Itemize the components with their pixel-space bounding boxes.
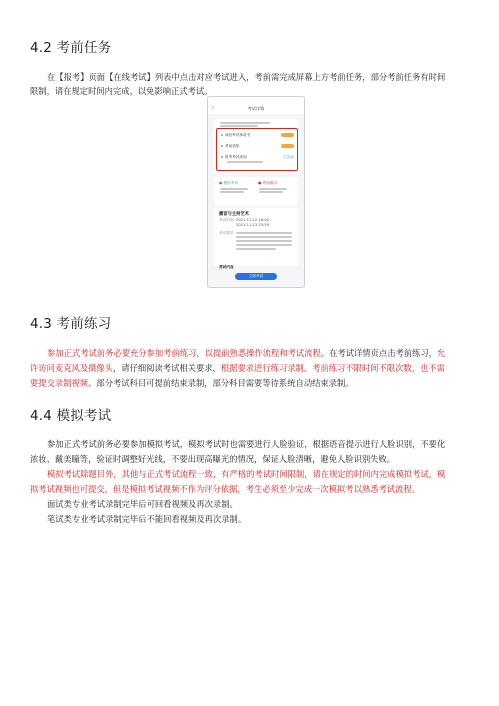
section-heading-4-2: 4.2 考前任务 xyxy=(30,40,112,56)
text-placeholder xyxy=(227,161,263,163)
phone-title: 考试详情 xyxy=(247,106,265,111)
text-placeholder xyxy=(236,248,276,250)
section-heading-4-4: 4.4 模拟考试 xyxy=(30,408,112,424)
exam-time-label: 考试时间 xyxy=(219,218,234,222)
text-placeholder xyxy=(259,191,283,193)
text-placeholder xyxy=(220,122,270,124)
task-item xyxy=(221,155,247,160)
task-label: 报考考试须知 xyxy=(225,155,247,159)
paragraph-line: 参加正式考试前务必要充分参加考前练习，以提前熟悉操作流程和考试流程。在考试详情页点击考前练习，允 xyxy=(47,348,446,358)
paragraph-line: 参加正式考试前务必要参加模拟考试，模拟考试时也需要进行人脸验证，根据语音提示进行人脸识别，不要化 xyxy=(47,439,446,449)
task-status: 已完成 xyxy=(282,155,294,159)
task-status-badge xyxy=(281,144,294,148)
course-title: 播音与主持艺术 xyxy=(219,212,250,217)
task-label: 诚信考试承诺书 xyxy=(225,133,251,137)
app-screenshot xyxy=(207,96,305,288)
mock-exam-link: ● 模拟考试 xyxy=(219,181,239,185)
paragraph-line: 面试类专业考试录制完毕后可回看视频及再次录制。 xyxy=(47,499,238,509)
section-label: 考试内容 xyxy=(219,265,234,269)
start-exam-button[interactable]: 立即考试 xyxy=(235,273,277,280)
paragraph-line: 浓妆、戴美瞳等，验证时调整好光线，不要出现高曝光的情况，保证人脸清晰，避免人脸识别失败。 xyxy=(30,454,396,464)
task-status-badge xyxy=(281,133,294,137)
paragraph-line: 拟考试视频也可提交，但是模拟考试视频不作为评分依据，考生必须至少完成一次模拟考以熟悉考试流程。 xyxy=(30,484,420,494)
paragraph-line: 许访问麦克风及摄像头，请仔细阅读考试相关要求，根据要求进行练习录制。考前练习不限时间不限次数，也不需 xyxy=(30,363,445,373)
practice-link: ● 考前练习 xyxy=(258,181,278,185)
text-placeholder xyxy=(220,188,248,190)
rules-label: 考试要求 xyxy=(219,231,234,235)
paragraph-line: 笔试类专业考试录制完毕后不能回看视频及再次录制。 xyxy=(47,514,247,524)
paragraph-line: 限制，请在规定时间内完成，以免影响正式考试。 xyxy=(30,86,213,96)
text-placeholder xyxy=(236,236,292,238)
exam-time: 2021.11.12 18:00 - 2021.11.13 23:59 xyxy=(236,218,272,227)
text-placeholder xyxy=(220,191,244,193)
section-heading-4-3: 4.3 考前练习 xyxy=(30,316,112,332)
chevron-left-icon: ‹ xyxy=(212,105,214,111)
paragraph-line: 要提交录制视频。部分考试科目可提前结束录制，部分科目需要等待系统自动结束录制。 xyxy=(30,378,354,388)
text-placeholder xyxy=(259,188,287,190)
task-item xyxy=(221,144,239,149)
paragraph-line: 在【报考】页面【在线考试】列表中点击对应考试进入，考前需完成屏幕上方考前任务，部分考前任务有时间 xyxy=(47,72,446,82)
text-placeholder xyxy=(220,125,258,127)
task-item xyxy=(221,133,250,138)
paragraph-line: 模拟考试除题目外，其他与正式考试流程一致，有严格的考试时间限制，请在规定的时间内完成模拟考试，模 xyxy=(47,469,446,479)
task-label: 考前须知 xyxy=(225,144,240,148)
text-placeholder xyxy=(236,232,292,234)
text-placeholder xyxy=(236,244,292,246)
text-placeholder xyxy=(236,240,292,242)
